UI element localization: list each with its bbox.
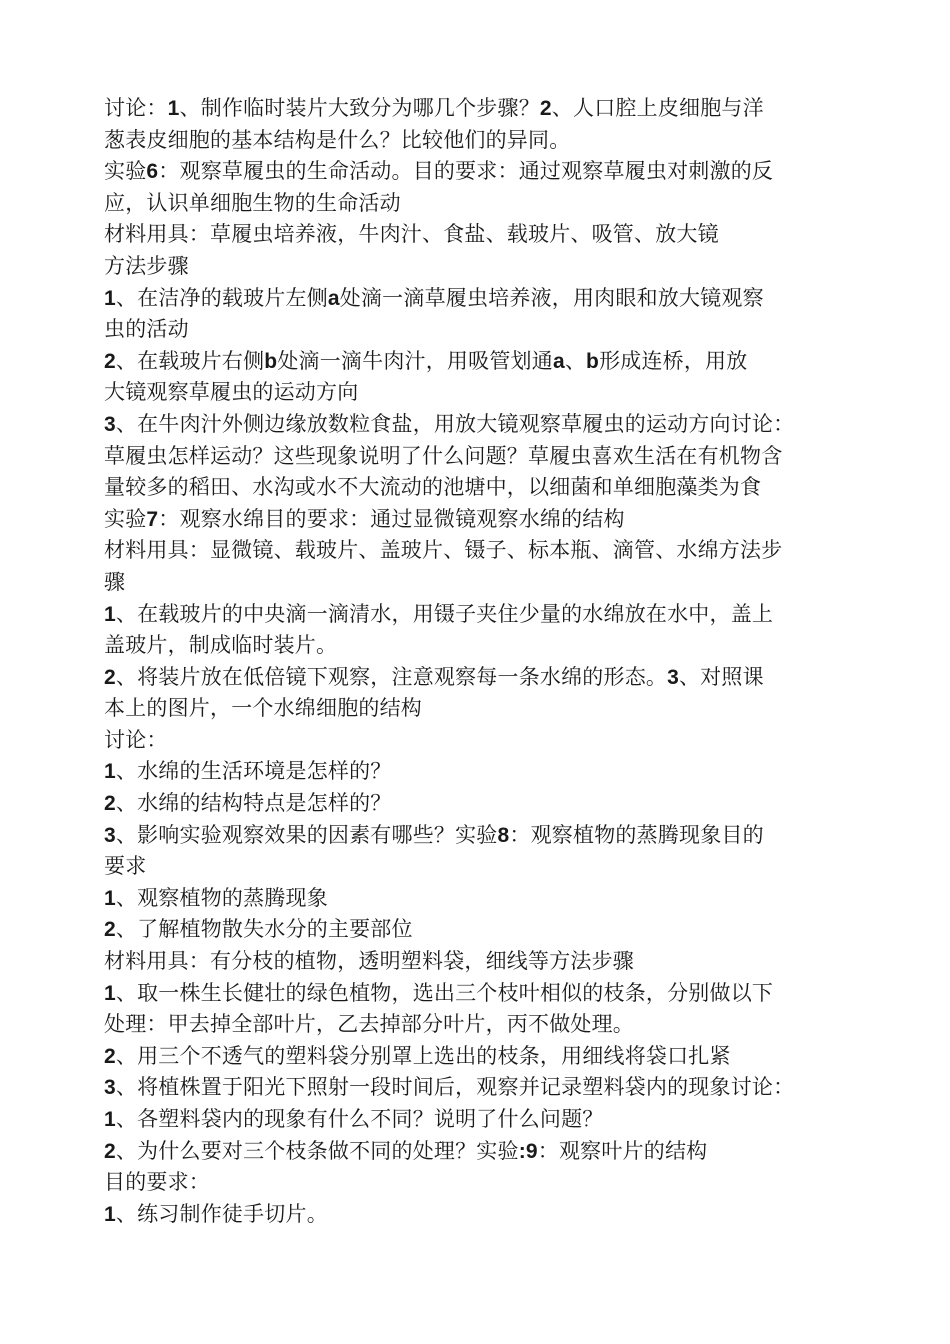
text-line bbox=[104, 472, 864, 504]
line-number: 1 bbox=[104, 602, 116, 626]
text-line bbox=[104, 314, 864, 346]
line-text: 、人口腔上皮细胞与洋 bbox=[551, 96, 764, 120]
line-number: 1 bbox=[104, 286, 116, 310]
line-number: 3 bbox=[104, 1076, 116, 1100]
line-number: a bbox=[327, 286, 340, 310]
line-text: 处理：甲去掉全部叶片，乙去掉部分叶片，丙不做处理。 bbox=[104, 1012, 634, 1037]
line-number: 2 bbox=[104, 918, 116, 942]
text-line bbox=[104, 1167, 864, 1199]
line-number: :9 bbox=[518, 1139, 538, 1163]
line-text: 本上的图片，一个水绵细胞的结构 bbox=[104, 696, 422, 721]
line-text: 讨论： bbox=[104, 96, 168, 120]
text-line bbox=[104, 1136, 864, 1168]
line-text: 、用三个不透气的塑料袋分别罩上选出的枝条，用细线将袋口扎紧 bbox=[115, 1043, 731, 1068]
line-text: 要求 bbox=[104, 854, 147, 879]
line-text: 讨论： bbox=[104, 727, 168, 752]
line-text: 、练习制作徒手切片。 bbox=[115, 1201, 328, 1226]
text-line bbox=[104, 125, 864, 157]
line-text: 、观察植物的蒸腾现象 bbox=[115, 885, 328, 910]
text-line bbox=[104, 377, 864, 409]
text-line bbox=[104, 851, 864, 883]
line-text: 虫的活动 bbox=[104, 317, 189, 342]
text-line bbox=[104, 883, 864, 915]
text-line bbox=[104, 346, 864, 378]
text-line bbox=[104, 535, 864, 567]
text-line bbox=[104, 914, 864, 946]
line-text: 草履虫怎样运动？这些现象说明了什么问题？草履虫喜欢生活在有机物含 bbox=[104, 443, 783, 468]
line-text: ：观察植物的蒸腾现象目的 bbox=[509, 822, 764, 847]
line-text: 处滴一滴牛肉汁，用吸管划通 bbox=[277, 348, 553, 373]
line-text: 、水绵的生活环境是怎样的？ bbox=[115, 759, 392, 784]
line-text: ：观察草履虫的生命活动。目的要求：通过观察草履虫对刺激的反 bbox=[158, 159, 774, 184]
line-text: ：观察叶片的结构 bbox=[537, 1138, 708, 1163]
line-text: 、在洁净的载玻片左侧 bbox=[115, 285, 328, 310]
line-text: 量较多的稻田、水沟或水不大流动的池塘中，以细菌和单细胞藻类为食 bbox=[104, 475, 762, 500]
line-text: 、了解植物散失水分的主要部位 bbox=[115, 917, 413, 942]
line-text: 盖玻片，制成临时装片。 bbox=[104, 633, 338, 658]
line-number: 8 bbox=[497, 823, 510, 847]
line-number: 6 bbox=[146, 160, 159, 184]
line-number: 2 bbox=[104, 349, 116, 373]
line-number: 1 bbox=[167, 97, 180, 120]
text-line bbox=[104, 1041, 864, 1073]
line-text: 、为什么要对三个枝条做不同的处理？实验 bbox=[115, 1138, 519, 1163]
line-text: ：观察水绵目的要求：通过显微镜观察水绵的结构 bbox=[158, 506, 625, 531]
line-number: 3 bbox=[667, 665, 679, 689]
line-number: 1 bbox=[104, 1108, 116, 1131]
text-line bbox=[104, 630, 864, 662]
line-number: 1 bbox=[104, 760, 116, 784]
text-line bbox=[104, 567, 864, 599]
document-body bbox=[104, 93, 864, 1230]
text-line bbox=[104, 599, 864, 631]
line-number: 7 bbox=[146, 507, 159, 531]
line-text: 、在载玻片右侧 bbox=[115, 348, 265, 373]
text-line bbox=[104, 978, 864, 1010]
text-line bbox=[104, 1104, 864, 1136]
line-number: 1 bbox=[104, 981, 116, 1005]
text-line bbox=[104, 1199, 864, 1231]
line-text: 、对照课 bbox=[678, 664, 764, 689]
line-text: 实验 bbox=[104, 159, 147, 184]
line-text: 处滴一滴草履虫培养液，用肉眼和放大镜观察 bbox=[339, 285, 764, 310]
text-line bbox=[104, 662, 864, 694]
line-text: 、制作临时装片大致分为哪几个步骤？ bbox=[179, 96, 540, 120]
text-line bbox=[104, 441, 864, 473]
text-line bbox=[104, 409, 864, 441]
line-text: 形成连桥，用放 bbox=[599, 348, 748, 373]
text-line bbox=[104, 788, 864, 820]
line-text: 材料用具：草履虫培养液，牛肉汁、食盐、载玻片、吸管、放大镜 bbox=[104, 222, 719, 247]
line-text: 、影响实验观察效果的因素有哪些？实验 bbox=[115, 822, 498, 847]
line-text: 、在载玻片的中央滴一滴清水，用镊子夹住少量的水绵放在水中，盖上 bbox=[115, 601, 774, 626]
line-text: 、 bbox=[564, 348, 587, 373]
line-text: 材料用具：有分枝的植物，透明塑料袋，细线等方法步骤 bbox=[104, 949, 634, 974]
line-number: a bbox=[552, 349, 565, 373]
text-line bbox=[104, 504, 864, 536]
text-line bbox=[104, 946, 864, 978]
line-text: 、将植株置于阳光下照射一段时间后，观察并记录塑料袋内的现象讨论： bbox=[115, 1075, 795, 1100]
text-line bbox=[104, 219, 864, 251]
line-text: 、将装片放在低倍镜下观察，注意观察每一条水绵的形态。 bbox=[115, 664, 668, 689]
line-number: 3 bbox=[104, 412, 116, 436]
text-line bbox=[104, 156, 864, 188]
line-text: 大镜观察草履虫的运动方向 bbox=[104, 380, 359, 405]
line-text: 方法步骤 bbox=[104, 253, 189, 278]
line-number: 2 bbox=[104, 1139, 116, 1163]
line-number: 1 bbox=[104, 1202, 116, 1226]
text-line bbox=[104, 93, 864, 125]
line-number: b bbox=[264, 349, 278, 373]
line-number: b bbox=[586, 349, 600, 373]
text-line bbox=[104, 188, 864, 220]
line-text: 目的要求： bbox=[104, 1170, 210, 1195]
line-text: 、取一株生长健壮的绿色植物，选出三个枝叶相似的枝条，分别做以下 bbox=[115, 980, 774, 1005]
line-number: 1 bbox=[104, 886, 116, 910]
text-line bbox=[104, 1009, 864, 1041]
line-number: 2 bbox=[539, 97, 552, 120]
text-line bbox=[104, 251, 864, 283]
line-number: 3 bbox=[104, 823, 116, 847]
text-line bbox=[104, 820, 864, 852]
line-text: 材料用具：显微镜、载玻片、盖玻片、镊子、标本瓶、滴管、水绵方法步 bbox=[104, 538, 783, 563]
line-text: 、各塑料袋内的现象有什么不同？说明了什么问题？ bbox=[115, 1107, 604, 1131]
line-number: 2 bbox=[104, 665, 116, 689]
line-text: 、水绵的结构特点是怎样的？ bbox=[115, 791, 392, 816]
text-line bbox=[104, 693, 864, 725]
line-text: 葱表皮细胞的基本结构是什么？比较他们的异同。 bbox=[104, 127, 571, 152]
line-text: 、在牛肉汁外侧边缘放数粒食盐，用放大镜观察草履虫的运动方向讨论： bbox=[115, 411, 795, 436]
line-number: 2 bbox=[104, 792, 116, 816]
text-line bbox=[104, 756, 864, 788]
text-line bbox=[104, 283, 864, 315]
line-text: 应，认识单细胞生物的生命活动 bbox=[104, 190, 401, 215]
text-line bbox=[104, 725, 864, 757]
text-line bbox=[104, 1072, 864, 1104]
line-text: 骤 bbox=[104, 569, 126, 594]
line-text: 实验 bbox=[104, 506, 147, 531]
line-number: 2 bbox=[104, 1044, 116, 1068]
